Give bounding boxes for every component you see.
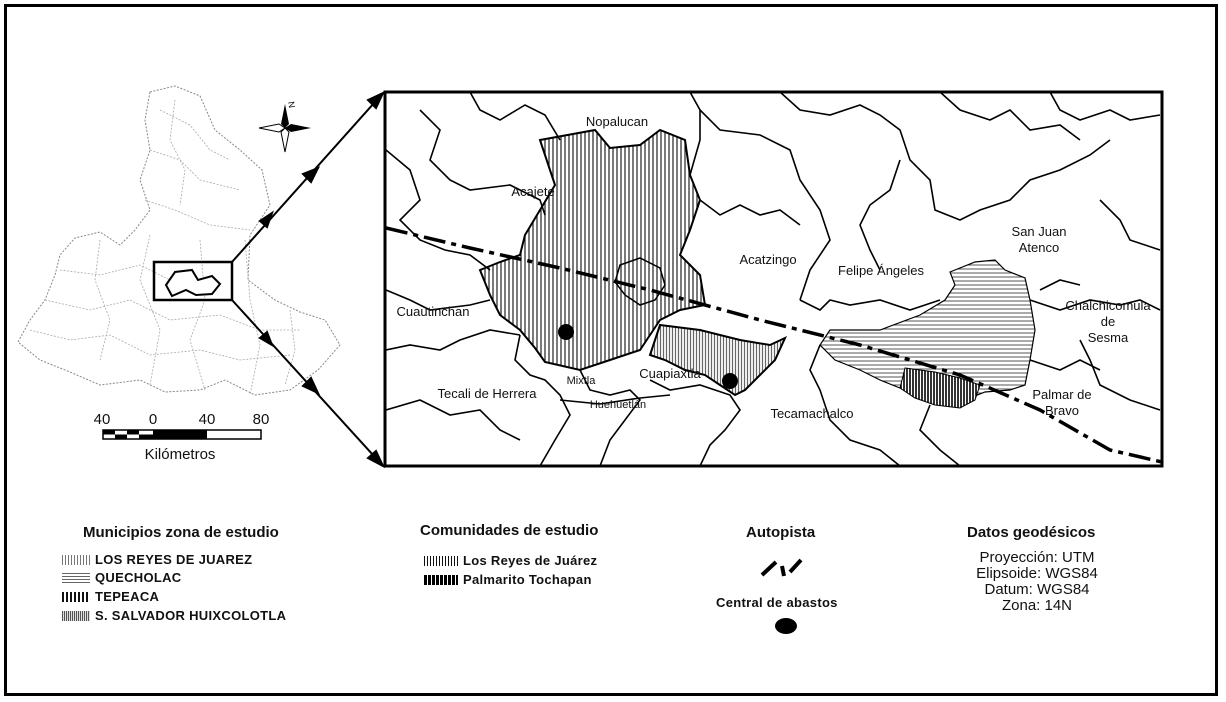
label-tecali: Tecali de Herrera — [437, 386, 537, 401]
legend-item-los-reyes: LOS REYES DE JUAREZ — [62, 552, 252, 567]
geodetic-datum: Datum: WGS84 — [984, 581, 1090, 598]
scale-tick: 40 — [198, 411, 216, 428]
geodetic-zone: Zona: 14N — [1001, 597, 1073, 614]
geodetic-data — [962, 550, 1112, 614]
label-acatzingo: Acatzingo — [739, 252, 797, 267]
label-cuapiaxtla: Cuapiaxtla — [639, 366, 701, 381]
legend-item-tepeaca: TEPEACA — [62, 589, 159, 604]
label-felipe-angeles: Felipe Ángeles — [838, 263, 924, 278]
central-de-abastos-legend-icon — [775, 618, 797, 634]
label-mixtla: Mixtla — [566, 375, 596, 387]
scale-tick: 0 — [148, 411, 158, 428]
legend-datos-title: Datos geodésicos — [967, 524, 1096, 541]
label-cuautinchan: Cuautinchan — [396, 304, 470, 319]
inset-map — [385, 92, 1162, 466]
scale-tick: 40 — [93, 411, 111, 428]
central-de-abastos-marker — [722, 373, 738, 389]
legend-item-s-salvador: S. SALVADOR HUIXCOLOTLA — [62, 608, 286, 623]
legend-autopista-title: Autopista — [746, 524, 816, 541]
geodetic-projection: Proyección: UTM — [979, 549, 1095, 566]
label-acajete: Acajete — [511, 184, 555, 199]
geodetic-ellipsoid: Elipsoide: WGS84 — [976, 565, 1098, 582]
north-label: N — [286, 100, 298, 109]
swatch-icon — [62, 555, 90, 565]
scale-unit: Kilómetros — [144, 446, 216, 463]
highway-legend-icon — [762, 560, 801, 576]
legend-item-com-los-reyes: Los Reyes de Juárez — [424, 553, 597, 568]
north-arrow-icon — [259, 101, 311, 152]
swatch-icon — [62, 611, 90, 621]
legend-municipios-title: Municipios zona de estudio — [83, 524, 279, 541]
scale-tick: 80 — [252, 411, 270, 428]
legend-comunidades-title: Comunidades de estudio — [420, 522, 599, 539]
swatch-icon — [62, 592, 90, 602]
label-nopalucan: Nopalucan — [585, 114, 649, 129]
label-palmar-de-bravo: Palmar de — [1032, 387, 1092, 402]
label-tecamachalco: Tecamachalco — [770, 406, 854, 421]
legend-central-title: Central de abastos — [716, 595, 838, 610]
legend-item-quecholac: QUECHOLAC — [62, 570, 181, 585]
label-chalchicomula: Sesma — [1087, 330, 1129, 345]
swatch-icon — [424, 575, 458, 585]
swatch-icon — [62, 573, 90, 583]
label-palmar-de-bravo: Bravo — [1045, 403, 1079, 418]
locator-map — [18, 86, 340, 395]
scale-bar — [94, 411, 270, 463]
label-san-juan-atenco: Atenco — [1018, 240, 1060, 255]
label-chalchicomula: Chalchicomula — [1065, 298, 1151, 313]
label-san-juan-atenco: San Juan — [1011, 224, 1067, 239]
legend-item-com-palmarito: Palmarito Tochapan — [424, 572, 592, 587]
central-de-abastos-marker — [558, 324, 574, 340]
label-huehuetlan: Huehuetlán — [589, 399, 647, 411]
label-chalchicomula: de — [1100, 314, 1116, 329]
swatch-icon — [424, 556, 458, 566]
